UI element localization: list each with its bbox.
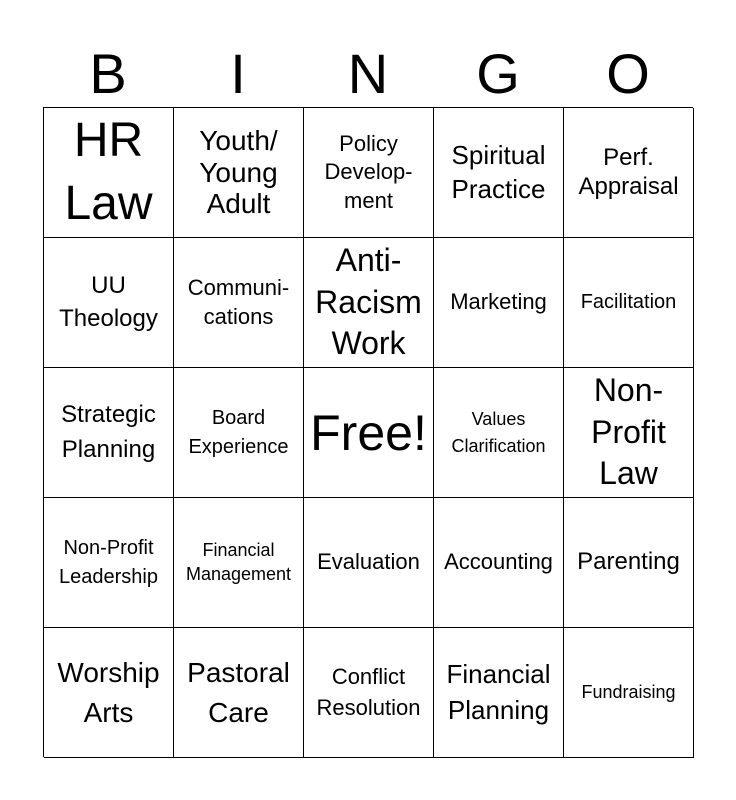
cell-label: Strategic Planning: [61, 400, 156, 463]
bingo-cell[interactable]: [44, 368, 174, 498]
bingo-header: [43, 40, 693, 108]
bingo-cell[interactable]: [304, 108, 434, 238]
cell-label: Youth/ Young Adult: [199, 125, 278, 220]
header-letter-b: B: [89, 42, 127, 105]
cell-label: Parenting: [577, 548, 680, 576]
cell-label: Communi- cations: [187, 274, 290, 329]
cell-label: Facilitation: [580, 291, 677, 313]
bingo-cell[interactable]: [44, 108, 174, 238]
bingo-cell[interactable]: [304, 498, 434, 628]
bingo-cell[interactable]: [434, 498, 564, 628]
cell-label: Worship Arts: [57, 657, 160, 728]
cell-label: Perf. Appraisal: [578, 143, 679, 200]
cell-label: Marketing: [450, 289, 547, 315]
bingo-cell[interactable]: [304, 238, 434, 368]
bingo-cell[interactable]: [174, 498, 304, 628]
bingo-cell[interactable]: [44, 628, 174, 758]
bingo-grid: [43, 107, 693, 757]
cell-label: Spiritual Practice: [451, 139, 546, 204]
header-letter-g: G: [476, 42, 520, 105]
bingo-cell[interactable]: [44, 498, 174, 628]
cell-label: Values Clarification: [451, 408, 546, 456]
cell-label: Accounting: [444, 549, 553, 575]
cell-label: Fundraising: [581, 681, 676, 702]
bingo-cell[interactable]: [564, 628, 694, 758]
header-letter-n: N: [347, 42, 389, 105]
cell-label: Financial Planning: [446, 659, 551, 725]
cell-label: Policy Develop- ment: [324, 130, 413, 213]
cell-label: Conflict Resolution: [316, 663, 421, 720]
bingo-cell[interactable]: [174, 238, 304, 368]
header-letter-i: I: [230, 42, 246, 105]
bingo-cell[interactable]: [564, 498, 694, 628]
bingo-cell[interactable]: [44, 238, 174, 368]
bingo-cell[interactable]: [174, 108, 304, 238]
cell-label: UU Theology: [59, 272, 158, 332]
cell-label: Pastoral Care: [187, 657, 290, 728]
header-letter-o: O: [606, 42, 650, 105]
cell-label: Non- Profit Law: [591, 372, 666, 492]
bingo-cell-free[interactable]: [304, 368, 434, 498]
bingo-cell[interactable]: [174, 368, 304, 498]
cell-label: Financial Management: [185, 540, 292, 584]
bingo-cell[interactable]: [564, 108, 694, 238]
bingo-cell[interactable]: [174, 628, 304, 758]
free-space-label: Free!: [310, 404, 427, 461]
cell-label: Board Experience: [188, 406, 289, 458]
cell-label: Evaluation: [317, 549, 420, 575]
cell-label: Non-Profit Leadership: [59, 536, 158, 588]
bingo-cell[interactable]: [564, 368, 694, 498]
cell-label: Anti- Racism Work: [315, 242, 422, 362]
cell-label: HR Law: [64, 114, 153, 230]
bingo-cell[interactable]: [434, 238, 564, 368]
bingo-cell[interactable]: [434, 628, 564, 758]
bingo-cell[interactable]: [564, 238, 694, 368]
bingo-cell[interactable]: [434, 108, 564, 238]
bingo-cell[interactable]: [434, 368, 564, 498]
bingo-cell[interactable]: [304, 628, 434, 758]
